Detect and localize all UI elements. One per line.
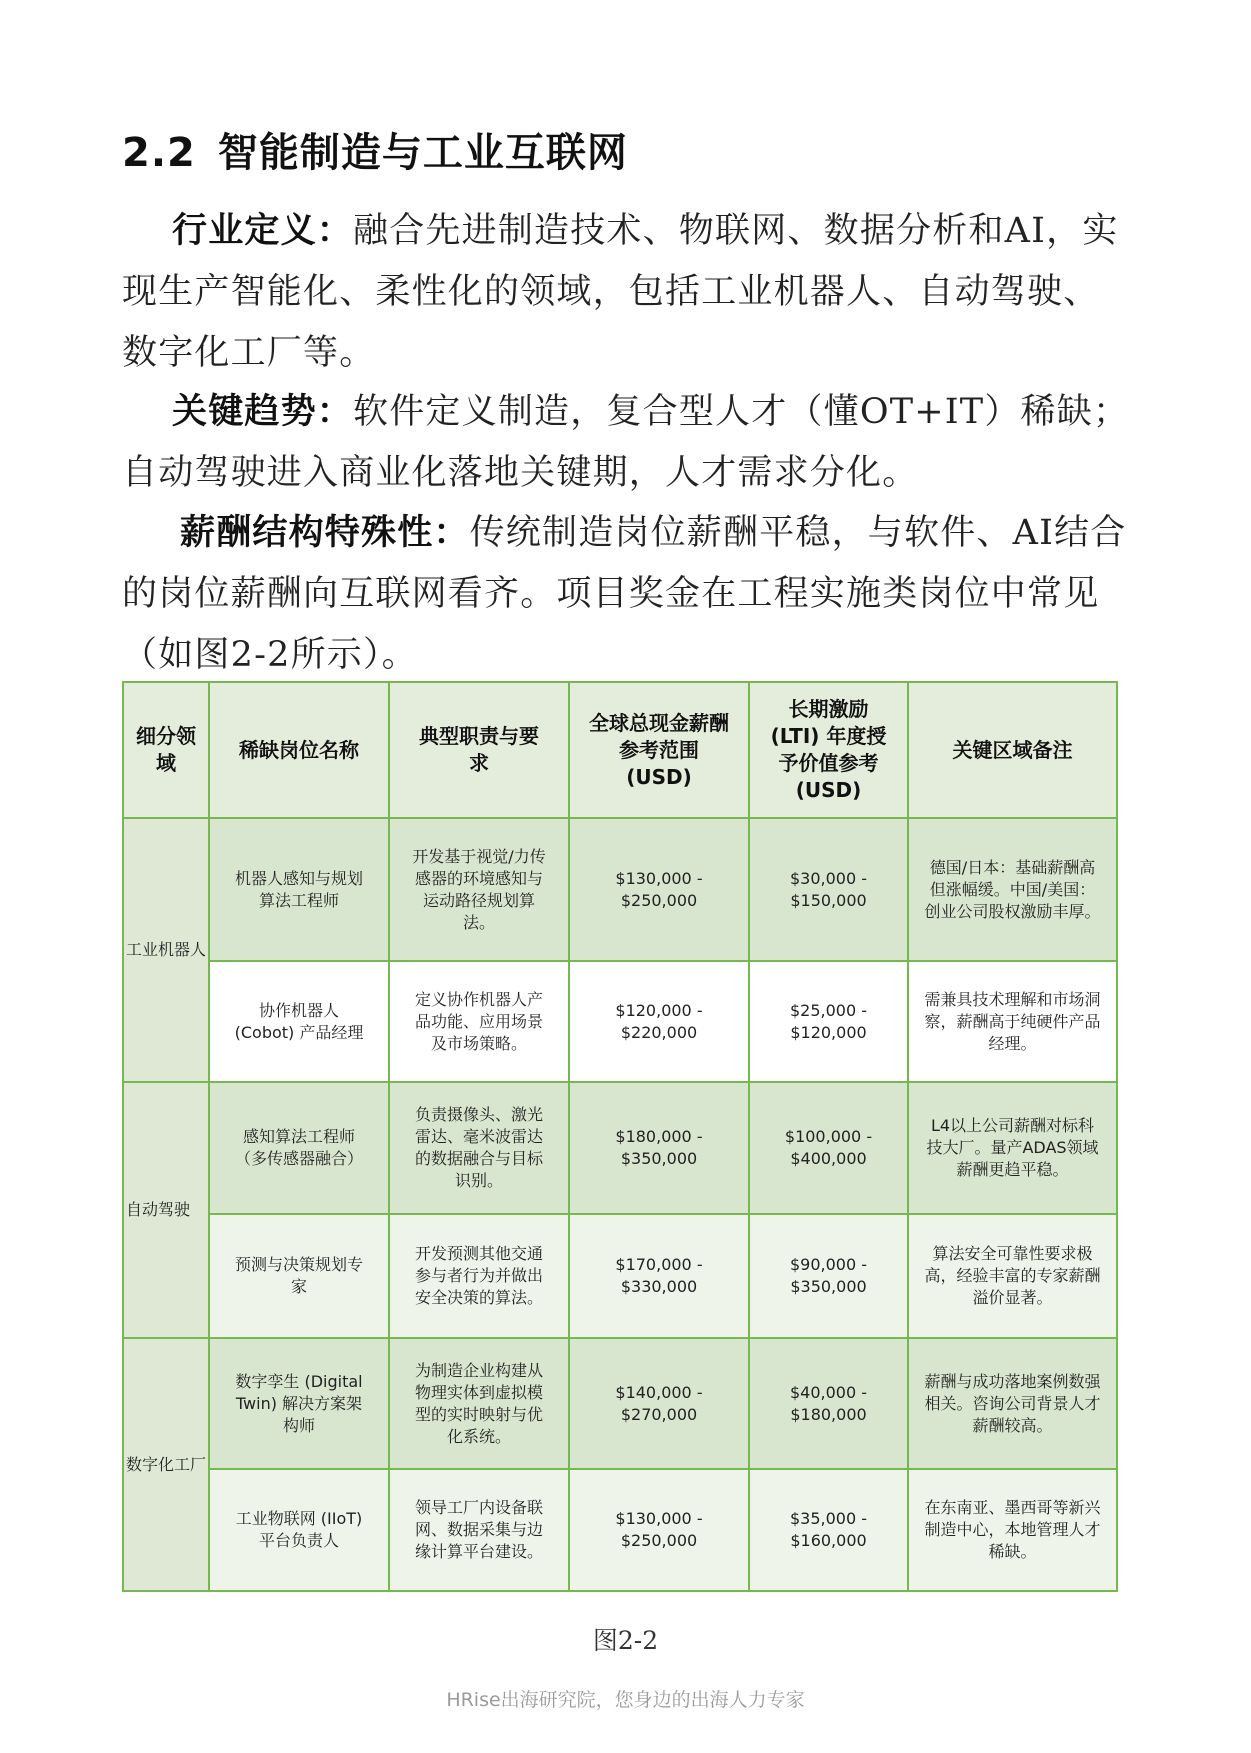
cash-cell: $170,000 - $330,000	[569, 1214, 749, 1338]
lti-cell: $35,000 - $160,000	[749, 1469, 908, 1591]
table-row	[123, 1338, 1117, 1469]
lti-cell: $100,000 - $400,000	[749, 1082, 908, 1214]
paragraph-lead: 薪酬结构特殊性：	[180, 513, 470, 553]
cash-cell: $140,000 - $270,000	[569, 1338, 749, 1469]
header-lti: 长期激励 (LTI) 年度授予价值参考 (USD)	[749, 682, 908, 818]
paragraph-key-trends	[122, 382, 1132, 504]
role-cell: 机器人感知与规划算法工程师	[209, 818, 389, 961]
page-footer: HRise出海研究院，您身边的出海人力专家	[446, 1689, 805, 1711]
note-cell: 算法安全可靠性要求极高，经验丰富的专家薪酬溢价显著。	[908, 1214, 1117, 1338]
salary-table	[122, 681, 1118, 1592]
duty-cell: 开发预测其他交通参与者行为并做出安全决策的算法。	[389, 1214, 569, 1338]
paragraph-body: 软件定义制造，复合型人才（懂OT+IT）稀缺；自动驾驶进入商业化落地关键期，人才需求分化。	[122, 392, 1130, 493]
note-cell: 德国/日本：基础薪酬高但涨幅缓。中国/美国：创业公司股权激励丰厚。	[908, 818, 1117, 961]
duty-cell: 领导工厂内设备联网、数据采集与边缘计算平台建设。	[389, 1469, 569, 1591]
lti-cell: $30,000 - $150,000	[749, 818, 908, 961]
cash-cell: $130,000 - $250,000	[569, 1469, 749, 1591]
header-note: 关键区域备注	[908, 682, 1117, 818]
duty-cell: 定义协作机器人产品功能、应用场景及市场策略。	[389, 961, 569, 1082]
lti-cell: $40,000 - $180,000	[749, 1338, 908, 1469]
header-role: 稀缺岗位名称	[209, 682, 389, 818]
paragraph-lead: 行业定义：	[172, 211, 354, 251]
header-duty: 典型职责与要求	[389, 682, 569, 818]
table-row	[123, 818, 1117, 961]
paragraph-body: 融合先进制造技术、物联网、数据分析和AI，实现生产智能化、柔性化的领域，包括工业机器人、自动驾驶、数字化工厂等。	[122, 211, 1119, 373]
table-row	[123, 1214, 1117, 1338]
duty-cell: 为制造企业构建从物理实体到虚拟模型的实时映射与优化系统。	[389, 1338, 569, 1469]
domain-cell: 数字化工厂	[123, 1338, 209, 1591]
cash-cell: $180,000 - $350,000	[569, 1082, 749, 1214]
note-cell: 薪酬与成功落地案例数强相关。咨询公司背景人才薪酬较高。	[908, 1338, 1117, 1469]
cash-cell: $120,000 - $220,000	[569, 961, 749, 1082]
table-row	[123, 1469, 1117, 1591]
header-domain: 细分领域	[123, 682, 209, 818]
header-cash: 全球总现金薪酬参考范围 (USD)	[569, 682, 749, 818]
paragraph-industry-definition	[122, 201, 1132, 384]
note-cell: L4以上公司薪酬对标科技大厂。量产ADAS领域薪酬更趋平稳。	[908, 1082, 1117, 1214]
section-heading	[122, 121, 628, 178]
lti-cell: $90,000 - $350,000	[749, 1214, 908, 1338]
duty-cell: 负责摄像头、激光雷达、毫米波雷达的数据融合与目标识别。	[389, 1082, 569, 1214]
role-cell: 数字孪生 (Digital Twin) 解决方案架构师	[209, 1338, 389, 1469]
note-cell: 在东南亚、墨西哥等新兴制造中心，本地管理人才稀缺。	[908, 1469, 1117, 1591]
table-header-row	[123, 682, 1117, 818]
cash-cell: $130,000 - $250,000	[569, 818, 749, 961]
section-title-text: 智能制造与工业互联网	[217, 130, 628, 177]
role-cell: 协作机器人 (Cobot) 产品经理	[209, 961, 389, 1082]
paragraph-compensation-structure	[122, 503, 1132, 686]
duty-cell: 开发基于视觉/力传感器的环境感知与运动路径规划算法。	[389, 818, 569, 961]
table-row	[123, 961, 1117, 1082]
role-cell: 工业物联网 (IIoT) 平台负责人	[209, 1469, 389, 1591]
lti-cell: $25,000 - $120,000	[749, 961, 908, 1082]
paragraph-body: 传统制造岗位薪酬平稳，与软件、AI结合的岗位薪酬向互联网看齐。项目奖金在工程实施类岗位中常见（如图2-2所示）。	[122, 513, 1127, 675]
domain-cell: 工业机器人	[123, 818, 209, 1082]
role-cell: 预测与决策规划专家	[209, 1214, 389, 1338]
table-row	[123, 1082, 1117, 1214]
role-cell: 感知算法工程师（多传感器融合）	[209, 1082, 389, 1214]
section-number: 2.2	[122, 130, 196, 177]
domain-cell: 自动驾驶	[123, 1082, 209, 1338]
note-cell: 需兼具技术理解和市场洞察，薪酬高于纯硬件产品经理。	[908, 961, 1117, 1082]
figure-caption: 图2-2	[592, 1626, 659, 1655]
paragraph-lead: 关键趋势：	[172, 392, 354, 432]
